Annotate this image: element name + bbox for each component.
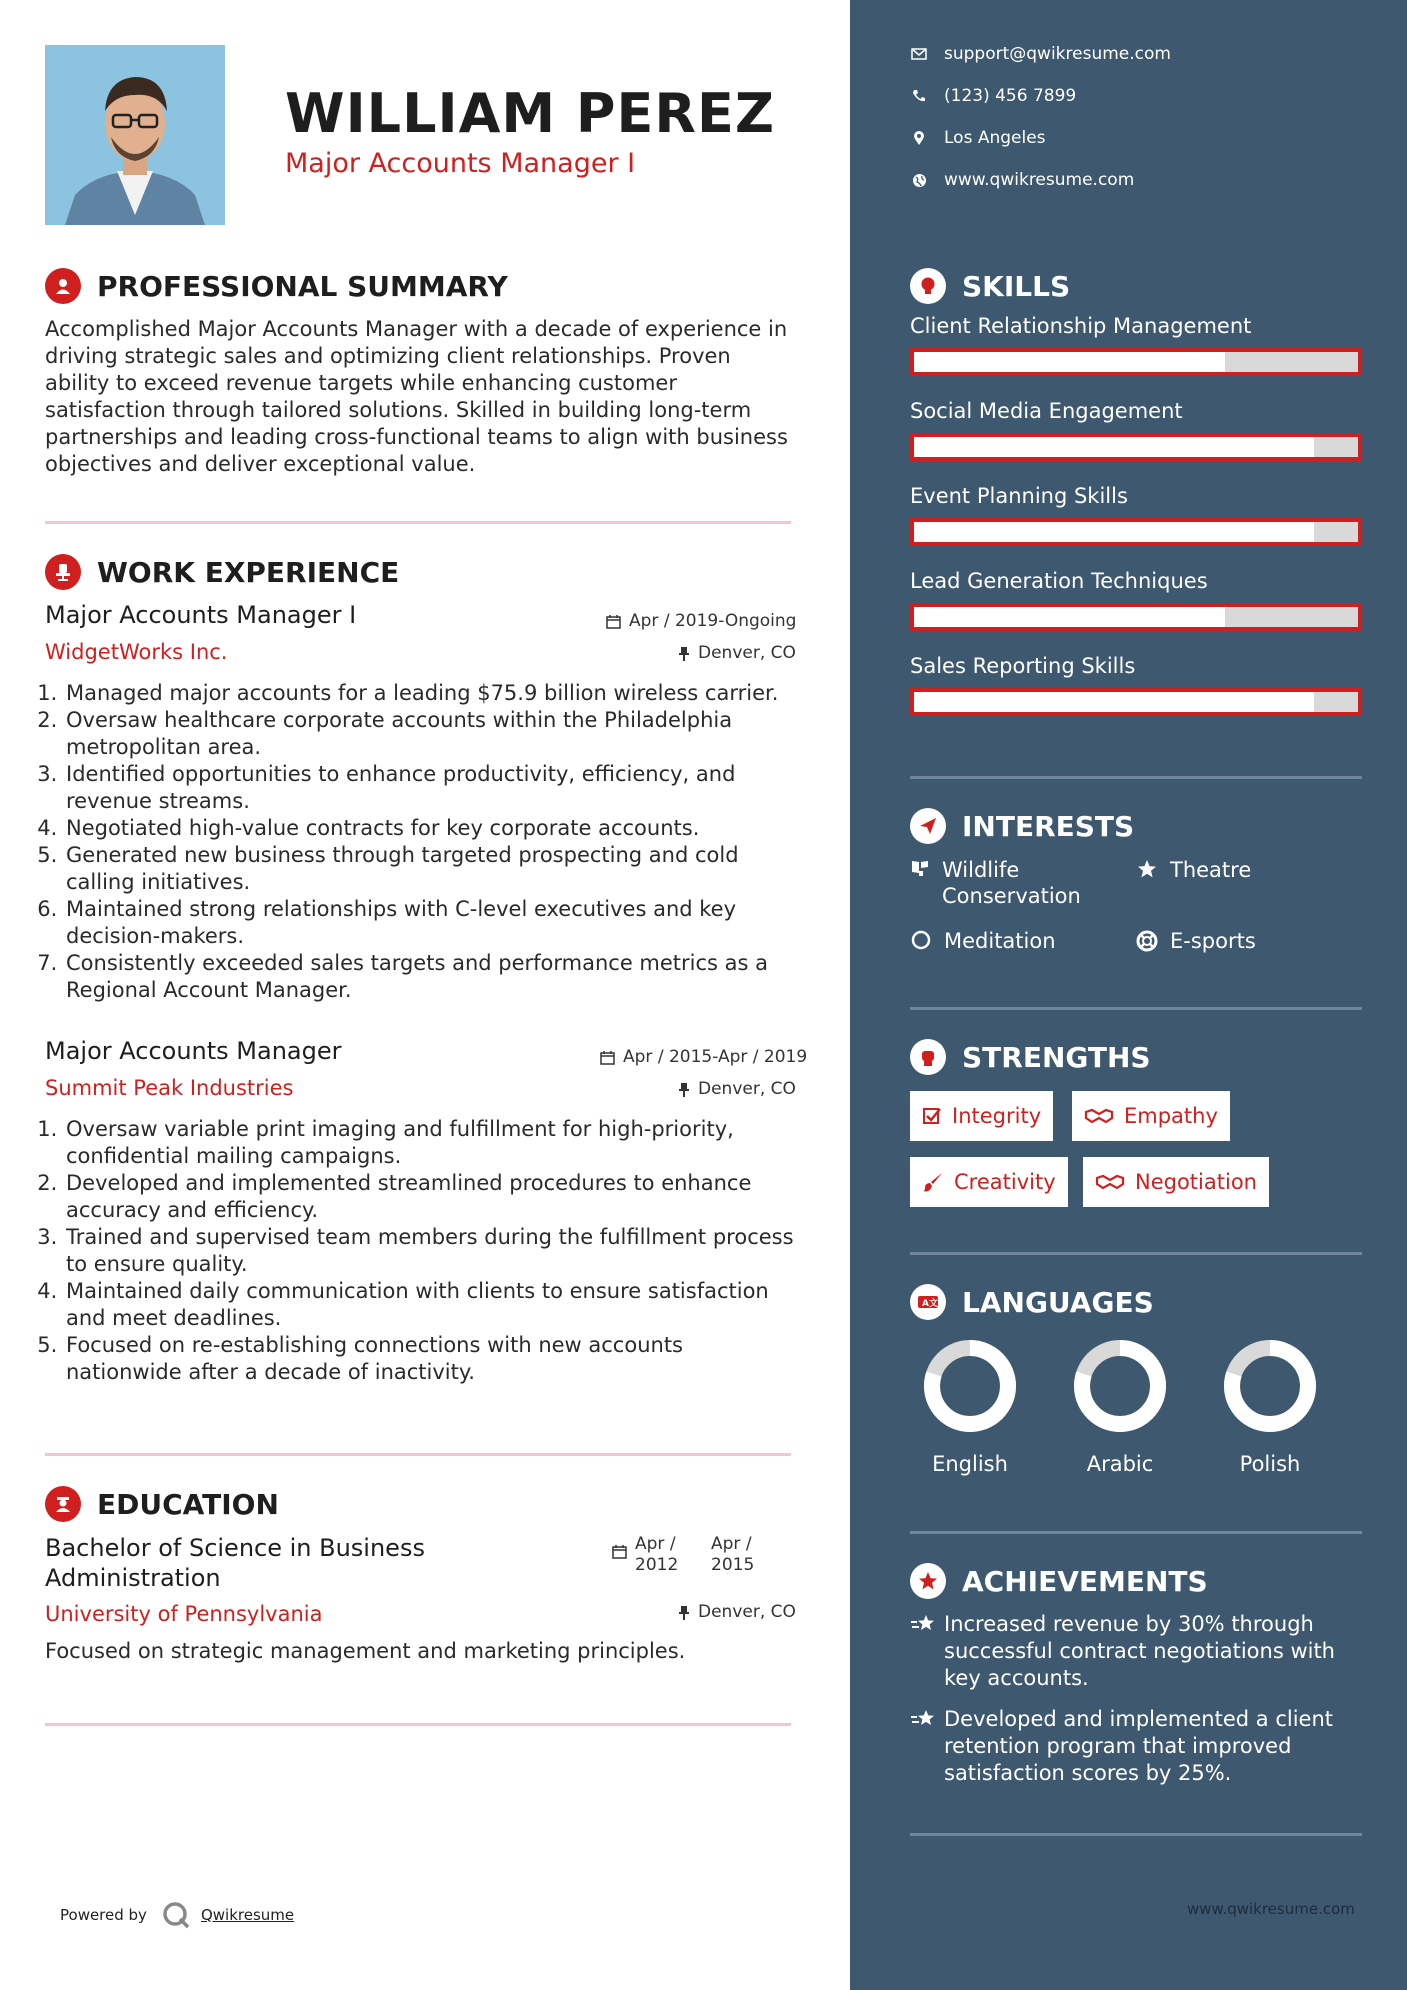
shooting-star-icon: [910, 1611, 944, 1692]
languages-heading-label: LANGUAGES: [962, 1285, 1154, 1319]
powered-by-label: Powered by: [60, 1906, 147, 1924]
qwikresume-logo-icon: [161, 1900, 191, 1930]
company-name: WidgetWorks Inc.: [45, 640, 228, 664]
divider: [910, 1007, 1362, 1010]
language-label: English: [932, 1452, 1008, 1476]
strength-label: Negotiation: [1135, 1170, 1257, 1194]
skill-bar: [910, 603, 1362, 631]
svg-text:文: 文: [929, 1299, 939, 1309]
education-location-label: Denver, CO: [698, 1602, 796, 1622]
job-location-label: Denver, CO: [698, 1079, 796, 1099]
experience-heading: [45, 554, 399, 590]
divider: [45, 1453, 791, 1456]
language-item: [1060, 1338, 1180, 1476]
achievement-item: [910, 1611, 1360, 1692]
language-item: [1210, 1338, 1330, 1476]
envelope-icon: [910, 48, 928, 60]
star-icon: [1136, 857, 1158, 879]
skill-label: Sales Reporting Skills: [910, 654, 1136, 678]
interest-label: Wildlife Conservation: [942, 858, 1081, 908]
contact-website-label: www.qwikresume.com: [944, 170, 1135, 190]
skill-bar: [910, 433, 1362, 461]
achievements-heading: [910, 1563, 1208, 1599]
job-location: [678, 1079, 796, 1099]
list-item: 7. Consistently exceeded sales targets and performance metrics as a Regional Account Manager.: [64, 950, 804, 1004]
job-title: Major Accounts Manager: [45, 1037, 342, 1065]
checkbox-icon: [922, 1106, 942, 1126]
contact-phone-label: (123) 456 7899: [944, 86, 1077, 106]
interest-label: Theatre: [1170, 858, 1252, 882]
divider: [45, 1723, 791, 1726]
candidate-name: WILLIAM PEREZ: [285, 82, 775, 145]
language-item: [910, 1338, 1030, 1476]
list-item: 3. Identified opportunities to enhance productivity, efficiency, and revenue streams.: [64, 761, 804, 815]
degree: Bachelor of Science in Business Administration: [45, 1534, 425, 1592]
experience-heading-label: WORK EXPERIENCE: [97, 555, 400, 589]
skill-bar: [910, 518, 1362, 546]
strength-label: Integrity: [952, 1104, 1042, 1128]
summary-heading: [45, 268, 508, 304]
skill-bar: [910, 348, 1362, 376]
skill-label: Lead Generation Techniques: [910, 569, 1208, 593]
calendar-icon: [600, 1050, 615, 1065]
interest-item: [1136, 857, 1251, 883]
education-description: Focused on strategic management and marketing principles.: [45, 1639, 686, 1663]
education-end-date: Apr / 2015: [711, 1534, 755, 1575]
summary-heading-label: PROFESSIONAL SUMMARY: [97, 269, 508, 303]
summary-text: Accomplished Major Accounts Manager with a decade of experience in driving strategic sales and optimizing client relationships. Proven ability to exceed revenue targets while enhancing customer satisfaction through tailored solutions. Skilled in building long-term partnerships and leading cross-functional teams to align with business objectives and deliver exceptional value.: [45, 317, 788, 476]
qwikresume-link[interactable]: Qwikresume: [200, 1906, 295, 1924]
footer-powered-by: [60, 1900, 294, 1930]
achievement-text: Increased revenue by 30% through successful contract negotiations with key accounts.: [944, 1612, 1335, 1690]
contact-website[interactable]: [910, 170, 1134, 190]
translate-icon: [910, 1284, 946, 1320]
list-item: 6. Maintained strong relationships with C-level executives and key decision-makers.: [64, 896, 804, 950]
strength-label: Creativity: [954, 1170, 1056, 1194]
skill-label: Client Relationship Management: [910, 314, 1252, 338]
job-bullets: [40, 680, 804, 1004]
shooting-star-icon: [910, 1706, 944, 1787]
skill-label: Event Planning Skills: [910, 484, 1128, 508]
profile-photo: [45, 45, 225, 225]
education-heading: [45, 1486, 279, 1522]
globe-icon: [910, 173, 928, 188]
job-dates: [606, 611, 796, 631]
svg-text:A: A: [922, 1299, 929, 1309]
graduate-icon: [45, 1486, 81, 1522]
skills-heading: [910, 268, 1070, 304]
skill-bar-fill: [914, 692, 1314, 712]
contact-location: [910, 128, 1046, 148]
interest-label: Meditation: [944, 929, 1056, 953]
pin-icon: [678, 1605, 690, 1620]
achievements-heading-label: ACHIEVEMENTS: [962, 1564, 1208, 1598]
fist-icon: [910, 1039, 946, 1075]
education-dates: [612, 1534, 775, 1576]
job-dates-label: Apr / 2015-Apr / 2019: [623, 1047, 808, 1067]
list-item: 1. Oversaw variable print imaging and fulfillment for high-priority, confidential mailing campaigns.: [64, 1116, 804, 1170]
achievement-item: [910, 1706, 1360, 1787]
pin-icon: [678, 1082, 690, 1097]
skills-heading-label: SKILLS: [962, 269, 1071, 303]
interest-item: [910, 928, 1056, 954]
education-location: [678, 1602, 796, 1622]
handshake-icon: [1095, 1172, 1125, 1192]
education-start-date: Apr / 2012: [635, 1534, 679, 1575]
skill-label: Social Media Engagement: [910, 399, 1183, 423]
language-label: Arabic: [1086, 1452, 1154, 1476]
interest-item: [1136, 928, 1256, 954]
handshake-icon: [1084, 1106, 1114, 1126]
skill-bar-fill: [914, 607, 1225, 627]
language-label: Polish: [1239, 1452, 1301, 1476]
interests-heading-label: INTERESTS: [962, 809, 1135, 843]
list-item: 5. Generated new business through targeted prospecting and cold calling initiatives.: [64, 842, 804, 896]
school-name: University of Pennsylvania: [45, 1602, 323, 1626]
divider: [910, 1252, 1362, 1255]
strength-badge: [910, 1157, 1068, 1207]
divider: [910, 1833, 1362, 1836]
language-donut: [1222, 1338, 1318, 1434]
skill-bar: [910, 688, 1362, 716]
lifebuoy-icon: [1136, 928, 1158, 952]
job-title: Major Accounts Manager I: [45, 601, 357, 629]
job-location-label: Denver, CO: [698, 643, 796, 663]
strengths-heading: [910, 1039, 1151, 1075]
divider: [910, 776, 1362, 779]
list-item: 4. Negotiated high-value contracts for key corporate accounts.: [64, 815, 804, 842]
footer-website[interactable]: www.qwikresume.com: [1187, 1900, 1355, 1918]
interest-label: E-sports: [1170, 929, 1256, 953]
skill-bar-fill: [914, 352, 1225, 372]
phone-icon: [910, 89, 928, 103]
user-icon: [45, 268, 81, 304]
contact-location-label: Los Angeles: [944, 128, 1046, 148]
chair-icon: [45, 554, 81, 590]
list-item: 2. Developed and implemented streamlined procedures to enhance accuracy and efficiency.: [64, 1170, 804, 1224]
list-item: 2. Oversaw healthcare corporate accounts within the Philadelphia metropolitan area.: [64, 707, 804, 761]
contact-phone[interactable]: [910, 86, 1076, 106]
pin-icon: [678, 646, 690, 661]
candidate-title: Major Accounts Manager I: [285, 148, 636, 179]
contact-email-label: support@qwikresume.com: [944, 44, 1171, 64]
brush-icon: [922, 1171, 944, 1193]
paper-plane-icon: [910, 808, 946, 844]
list-item: 1. Managed major accounts for a leading $75.9 billion wireless carrier.: [64, 680, 804, 707]
strength-badge: [1072, 1091, 1230, 1141]
contact-email[interactable]: [910, 44, 1171, 64]
company-name: Summit Peak Industries: [45, 1076, 294, 1100]
language-donut: [1072, 1338, 1168, 1434]
skill-bar-fill: [914, 437, 1314, 457]
calendar-icon: [606, 614, 621, 629]
languages-heading: [910, 1284, 1154, 1320]
strength-badge: [1083, 1157, 1269, 1207]
language-donut: [922, 1338, 1018, 1434]
education-heading-label: EDUCATION: [97, 1487, 279, 1521]
divider: [45, 521, 791, 524]
job-dates: [600, 1047, 807, 1067]
list-item: 3. Trained and supervised team members during the fulfillment process to ensure quality.: [64, 1224, 804, 1278]
award-star-icon: [910, 1563, 946, 1599]
divider: [910, 1531, 1362, 1534]
list-item: 4. Maintained daily communication with clients to ensure satisfaction and meet deadlines.: [64, 1278, 804, 1332]
book-icon: [910, 857, 930, 877]
achievement-text: Developed and implemented a client retention program that improved satisfaction scores by 25%.: [944, 1707, 1334, 1785]
circle-icon: [910, 928, 932, 950]
strength-badge: [910, 1091, 1053, 1141]
calendar-icon: [612, 1544, 627, 1559]
interest-item: [910, 857, 1110, 909]
job-dates-label: Apr / 2019-Ongoing: [629, 611, 797, 631]
job-location: [678, 643, 796, 663]
strengths-heading-label: STRENGTHS: [962, 1040, 1151, 1074]
map-pin-icon: [910, 130, 928, 146]
job-bullets: [40, 1116, 804, 1386]
skill-bar-fill: [914, 522, 1314, 542]
interests-heading: [910, 808, 1134, 844]
list-item: 5. Focused on re-establishing connections with new accounts nationwide after a decade of inactivity.: [64, 1332, 804, 1386]
strength-label: Empathy: [1124, 1104, 1218, 1128]
lightbulb-icon: [910, 268, 946, 304]
